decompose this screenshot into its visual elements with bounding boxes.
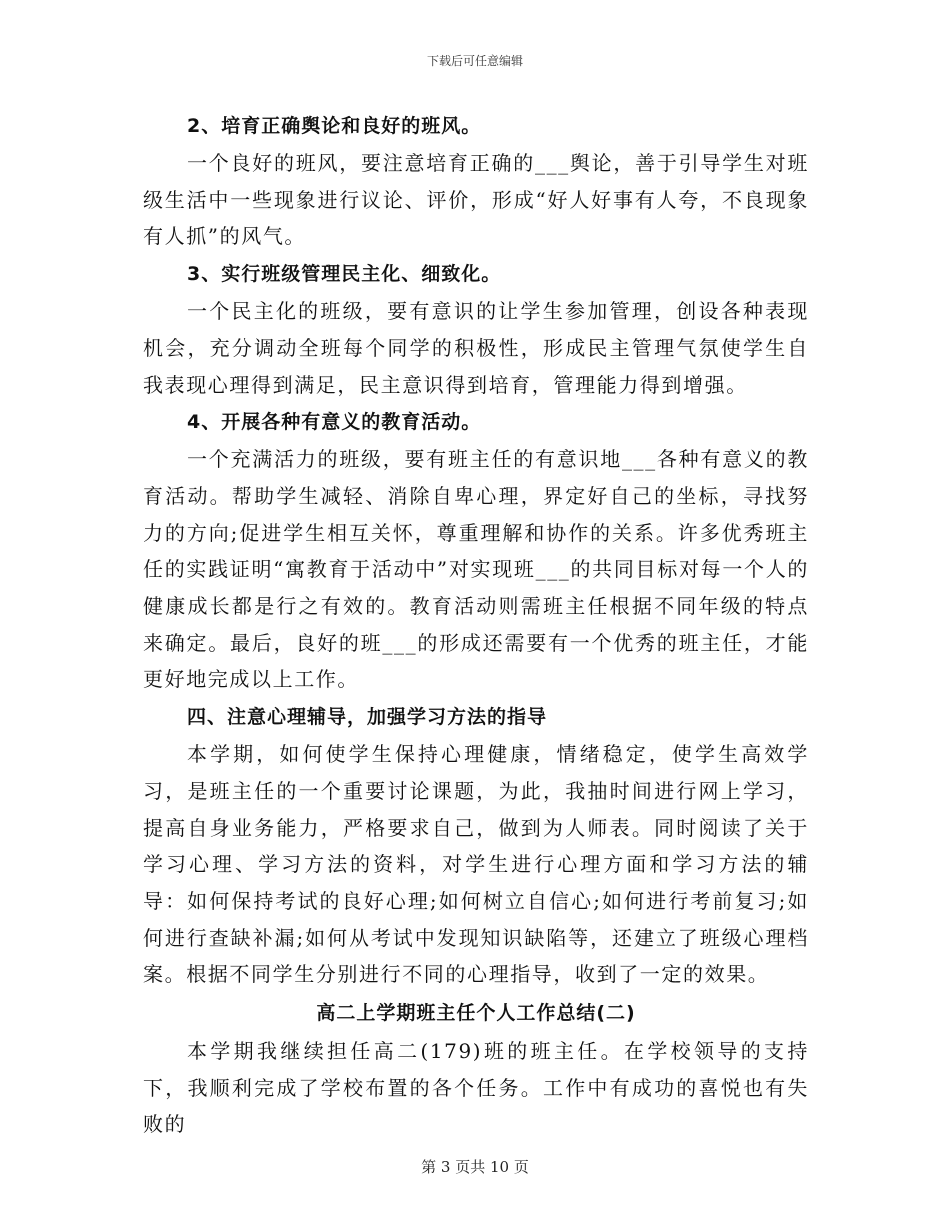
- section-paragraph-4: 一个充满活力的班级，要有班主任的有意识地___各种有意义的教育活动。帮助学生减轻、消除自卑心理，界定好自己的坐标，寻找努力的方向;促进学生相互关怀，尊重理解和协作的关系。许多优秀班主任的实践证明“寓教育于活动中”对实现班___的共同目标对每一个人的健康成长都是行之有效的。教育活动则需班主任根据不同年级的特点来确定。最后，良好的班___的形成还需要有一个优秀的班主任，才能更好地完成以上工作。: [143, 447, 809, 692]
- section-paragraph-2: 一个良好的班风，要注意培育正确的___舆论，善于引导学生对班级生活中一些现象进行议论、评价，形成“好人好事有人夸，不良现象有人抓”的风气。: [143, 151, 809, 249]
- section-heading-3: 3、实行班级管理民主化、细致化。: [187, 263, 502, 286]
- document-body: [143, 107, 809, 1143]
- page-header-note: 下载后可任意编辑: [426, 54, 523, 68]
- page-footer: 第 3 页共 10 页: [421, 1158, 529, 1176]
- section-paragraph-3: 一个民主化的班级，要有意识的让学生参加管理，创设各种表现机会，充分调动全班每个同学的积极性，形成民主管理气氛使学生自我表现心理得到满足，民主意识得到培育，管理能力得到增强。: [143, 299, 809, 397]
- document-2-paragraph: 本学期我继续担任高二(179)班的班主任。在学校领导的支持下，我顺利完成了学校布置的各个任务。工作中有成功的喜悦也有失败的: [143, 1039, 809, 1137]
- section-paragraph-iv: 本学期，如何使学生保持心理健康，情绪稳定，使学生高效学习，是班主任的一个重要讨论课题，为此，我抽时间进行网上学习，提高自身业务能力，严格要求自己，做到为人师表。同时阅读了关于学习心理、学习方法的资料，对学生进行心理方面和学习方法的辅导：如何保持考试的良好心理;如何树立自信心;如何进行考前复习;如何进行查缺补漏;如何从考试中发现知识缺陷等，还建立了班级心理档案。根据不同学生分别进行不同的心理指导，收到了一定的效果。: [143, 742, 809, 987]
- document-title-2: 高二上学期班主任个人工作总结(二): [316, 1002, 636, 1025]
- section-heading-4: 4、开展各种有意义的教育活动。: [187, 411, 482, 434]
- section-heading-iv: 四、注意心理辅导，加强学习方法的指导: [187, 706, 548, 729]
- section-heading-2: 2、培育正确舆论和良好的班风。: [187, 115, 482, 137]
